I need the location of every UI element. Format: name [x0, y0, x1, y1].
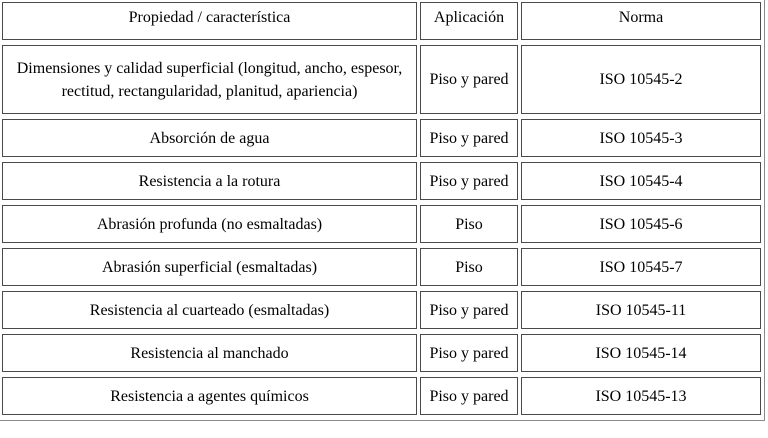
header-norma: Norma — [521, 2, 761, 40]
cell-propiedad: Abrasión superficial (esmaltadas) — [2, 248, 417, 286]
cell-propiedad: Resistencia al cuarteado (esmaltadas) — [2, 291, 417, 329]
cell-propiedad: Resistencia a la rotura — [2, 162, 417, 200]
table-row — [2, 377, 761, 415]
table-row — [2, 162, 761, 200]
header-propiedad: Propiedad / característica — [2, 2, 417, 40]
cell-propiedad: Resistencia al manchado — [2, 334, 417, 372]
cell-norma: ISO 10545-4 — [521, 162, 761, 200]
cell-propiedad: Resistencia a agentes químicos — [2, 377, 417, 415]
cell-propiedad: Absorción de agua — [2, 119, 417, 157]
table-row — [2, 334, 761, 372]
table-row — [2, 291, 761, 329]
cell-aplicacion: Piso y pared — [420, 162, 518, 200]
cell-norma: ISO 10545-14 — [521, 334, 761, 372]
cell-propiedad: Abrasión profunda (no esmaltadas) — [2, 205, 417, 243]
cell-propiedad: Dimensiones y calidad superficial (longitud, ancho, espesor, rectitud, rectangularidad, planitud, apariencia) — [2, 45, 417, 114]
table-row — [2, 119, 761, 157]
cell-aplicacion: Piso y pared — [420, 45, 518, 114]
table-header-row — [2, 2, 761, 40]
cell-norma: ISO 10545-6 — [521, 205, 761, 243]
table-row — [2, 248, 761, 286]
table-row — [2, 45, 761, 114]
cell-aplicacion: Piso y pared — [420, 334, 518, 372]
cell-aplicacion: Piso y pared — [420, 377, 518, 415]
cell-norma: ISO 10545-7 — [521, 248, 761, 286]
cell-norma: ISO 10545-11 — [521, 291, 761, 329]
cell-norma: ISO 10545-13 — [521, 377, 761, 415]
header-aplicacion: Aplicación — [420, 2, 518, 40]
cell-aplicacion: Piso y pared — [420, 119, 518, 157]
cell-norma: ISO 10545-2 — [521, 45, 761, 114]
cell-aplicacion: Piso y pared — [420, 291, 518, 329]
table-row — [2, 205, 761, 243]
cell-norma: ISO 10545-3 — [521, 119, 761, 157]
cell-aplicacion: Piso — [420, 248, 518, 286]
cell-aplicacion: Piso — [420, 205, 518, 243]
